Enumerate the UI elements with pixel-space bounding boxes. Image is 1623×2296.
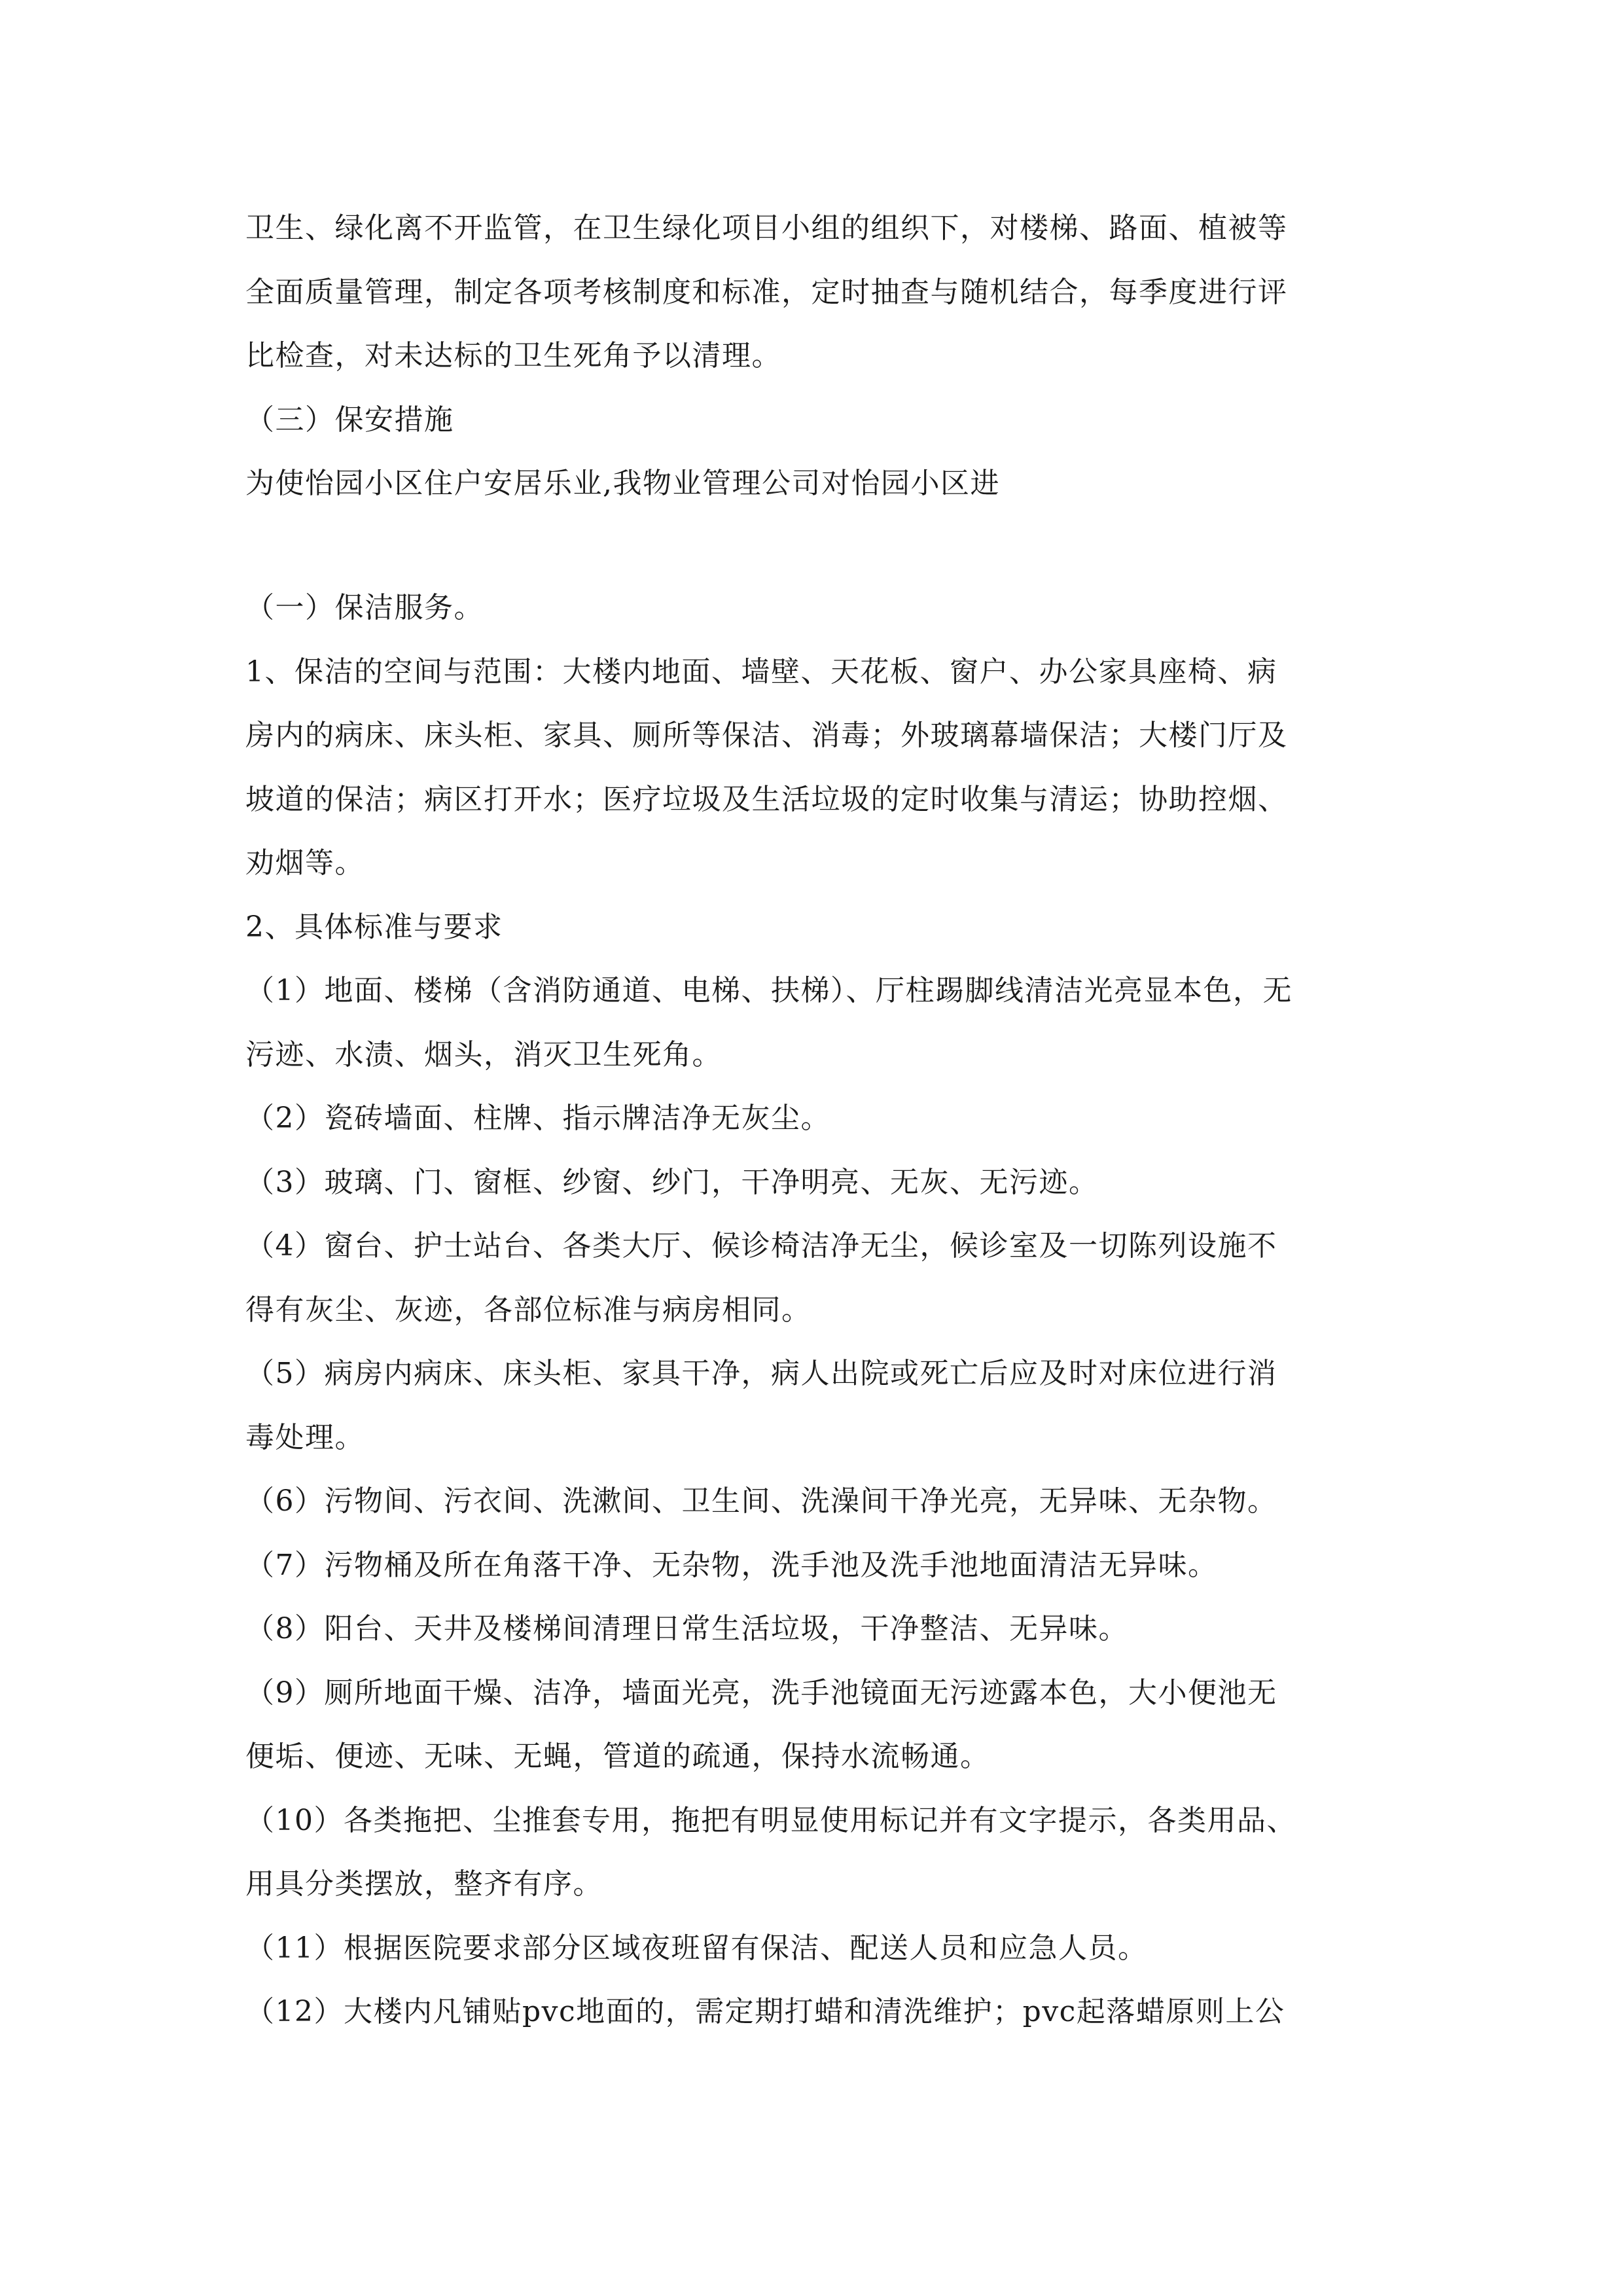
list-item-line: 得有灰尘、灰迹，各部位标准与病房相同。: [245, 1293, 812, 1327]
list-item-line: 毒处理。: [245, 1420, 365, 1454]
paragraph-line: 坡道的保洁；病区打开水；医疗垃圾及生活垃圾的定时收集与清运；协助控烟、: [245, 782, 1288, 816]
paragraph-line: 房内的病床、床头柜、家具、厕所等保洁、消毒；外玻璃幕墙保洁；大楼门厅及: [245, 719, 1288, 752]
list-item-line: （6）污物间、污衣间、洗漱间、卫生间、洗澡间干净光亮，无异味、无杂物。: [245, 1484, 1277, 1518]
list-item-line: （12）大楼内凡铺贴pvc地面的，需定期打蜡和清洗维护；pvc起落蜡原则上公: [245, 1995, 1285, 2028]
list-item-line: （11）根据医院要求部分区域夜班留有保洁、配送人员和应急人员。: [245, 1931, 1148, 1965]
paragraph-line: 卫生、绿化离不开监管，在卫生绿化项目小组的组织下，对楼梯、路面、植被等: [245, 211, 1288, 245]
list-item-line: 污迹、水渍、烟头，消灭卫生死角。: [245, 1037, 722, 1071]
list-item-line: （5）病房内病床、床头柜、家具干净，病人出院或死亡后应及时对床位进行消: [245, 1357, 1277, 1390]
paragraph-line: 1、保洁的空间与范围：大楼内地面、墙壁、天花板、窗户、办公家具座椅、病: [245, 655, 1277, 689]
list-item-line: （8）阳台、天井及楼梯间清理日常生活垃圾，干净整洁、无异味。: [245, 1612, 1128, 1645]
section-heading: （三）保安措施: [245, 403, 454, 437]
list-item-line: 用具分类摆放，整齐有序。: [245, 1867, 603, 1901]
paragraph-line: 劝烟等。: [245, 846, 365, 880]
list-item-line: （1）地面、楼梯（含消防通道、电梯、扶梯）、厅柱踢脚线清洁光亮显本色，无: [245, 974, 1293, 1007]
list-item-line: （2）瓷砖墙面、柱牌、指示牌洁净无灰尘。: [245, 1102, 830, 1135]
intro-section: [245, 196, 1417, 516]
section-heading: （一）保洁服务。: [245, 591, 484, 624]
cleaning-service-section: [245, 576, 1417, 2044]
subsection-heading: 2、具体标准与要求: [245, 910, 503, 944]
paragraph-line: 全面质量管理，制定各项考核制度和标准，定时抽查与随机结合，每季度进行评: [245, 275, 1288, 309]
paragraph-line: 为使怡园小区住户安居乐业,我物业管理公司对怡园小区进: [245, 467, 1000, 500]
list-item-line: （9）厕所地面干燥、洁净，墙面光亮，洗手池镜面无污迹露本色，大小便池无: [245, 1676, 1277, 1710]
paragraph-line: 比检查，对未达标的卫生死角予以清理。: [245, 339, 781, 372]
list-item-line: 便垢、便迹、无味、无蝇，管道的疏通，保持水流畅通。: [245, 1740, 990, 1773]
list-item-line: （3）玻璃、门、窗框、纱窗、纱门，干净明亮、无灰、无污迹。: [245, 1165, 1099, 1199]
list-item-line: （10）各类拖把、尘推套专用，拖把有明显使用标记并有文字提示，各类用品、: [245, 1803, 1296, 1837]
list-item-line: （7）污物桶及所在角落干净、无杂物，洗手池及洗手池地面清洁无异味。: [245, 1548, 1218, 1582]
list-item-line: （4）窗台、护士站台、各类大厅、候诊椅洁净无尘，候诊室及一切陈列设施不: [245, 1229, 1277, 1263]
